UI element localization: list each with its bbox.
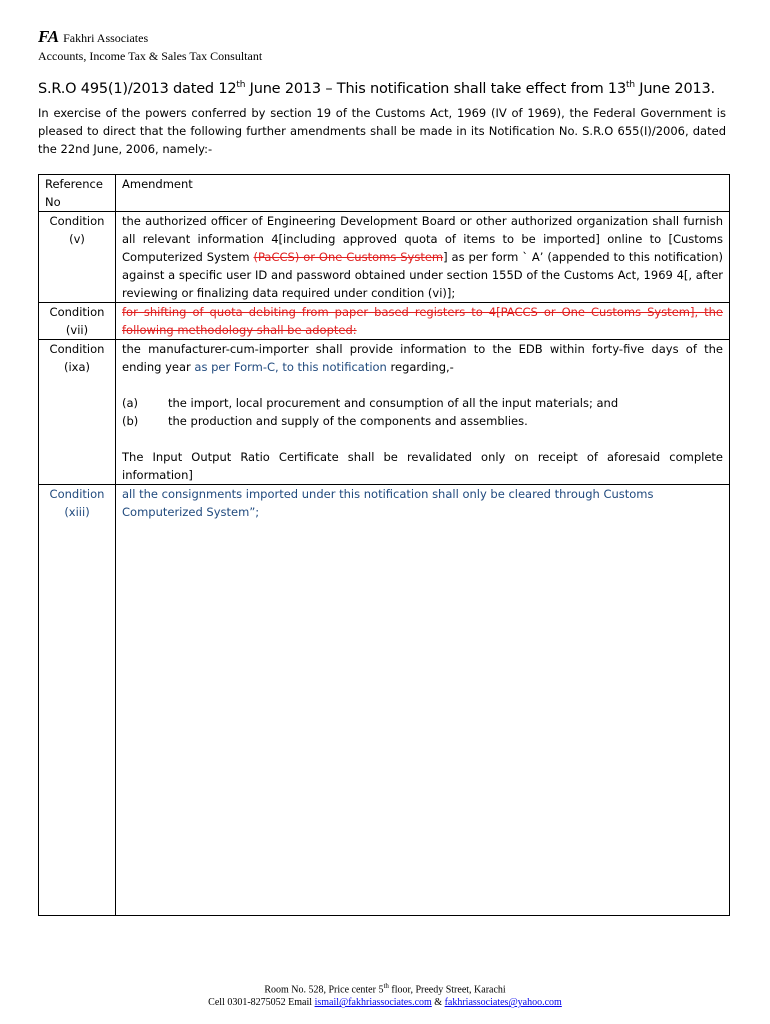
company-tagline: Accounts, Income Tax & Sales Tax Consultant: [38, 49, 263, 63]
company-line: [38, 28, 262, 47]
company-name: Fakhri Associates: [63, 31, 149, 45]
struck-text: (PaCCS) or One Customs System: [253, 250, 444, 264]
email-link-2[interactable]: fakhriassociates@yahoo.com: [444, 997, 562, 1009]
reference-cell: Condition (vii): [39, 303, 116, 340]
table-row: [39, 340, 730, 485]
footer-address: Room No. 528, Price center 5th floor, Preedy Street, Karachi: [264, 982, 506, 996]
reference-cell: Condition (ixa): [39, 340, 116, 485]
amendment-table: [38, 174, 730, 916]
email-link-1[interactable]: ismail@fakhriassociates.com: [314, 997, 432, 1009]
column-header-amendment: Amendment: [116, 175, 730, 212]
table-row: [39, 212, 730, 303]
page-footer: [0, 980, 770, 1009]
column-header-reference: Reference No: [39, 175, 116, 212]
list-item: (a) the import, local procurement and consumption of all the input materials; and: [122, 396, 619, 410]
company-logo: FA: [38, 27, 60, 46]
table-row: [39, 485, 730, 916]
footer-contact: Cell 0301-8275052 Email ismail@fakhriassociates.com & fakhriassociates@yahoo.com: [208, 997, 562, 1009]
table-row: [39, 303, 730, 340]
certificate-note: The Input Output Ratio Certificate shall be revalidated only on receipt of aforesaid complete information]: [122, 450, 723, 482]
intro-paragraph: In exercise of the powers conferred by section 19 of the Customs Act, 1969 (IV of 1969), the Federal Government is pleased to direct that the following further amendments shall be made in its Notification No. S.R.O 655(I)/2006, dated the 22nd June, 2006, namely:-: [38, 106, 726, 156]
amendment-cell: all the consignments imported under this notification shall only be cleared through Customs Computerized System”;: [116, 485, 730, 916]
document-title: S.R.O 495(1)/2013 dated 12th June 2013 – This notification shall take effect from 13th June 2013.: [38, 80, 715, 97]
letterhead: [38, 28, 262, 65]
list-item: (b) the production and supply of the components and assemblies.: [122, 414, 528, 428]
struck-amendment-cell: for shifting of quota debiting from paper based registers to 4[PACCS or One Customs System], the following methodology shall be adopted:: [116, 303, 730, 340]
reference-cell: Condition (xiii): [39, 485, 116, 916]
blue-text: as per Form-C, to this notification: [194, 360, 387, 374]
table-header-row: [39, 175, 730, 212]
reference-cell: Condition (v): [39, 212, 116, 303]
amendment-cell: the authorized officer of Engineering Development Board or other authorized organization shall furnish all relevant information 4[including approved quota of items to be imported] online to [Customs Computerized System (PaCCS) or One Customs System] as per form ` A’ (appended to this notification) against a specific user ID and password obtained under section 155D of the Customs Act, 1969 4[, after reviewing or finalizing data required under condition (vi)];: [116, 212, 730, 303]
amendment-cell: the manufacturer-cum-importer shall provide information to the EDB within forty-five days of the ending year as per Form-C, to this notification regarding,- (a) the import, local procurement and consumption of all the input materials; and (b) the production and supply of the components and assemblies. The Input Output Ratio Certificate shall be revalidated only on receipt of aforesaid complete information]: [116, 340, 730, 485]
